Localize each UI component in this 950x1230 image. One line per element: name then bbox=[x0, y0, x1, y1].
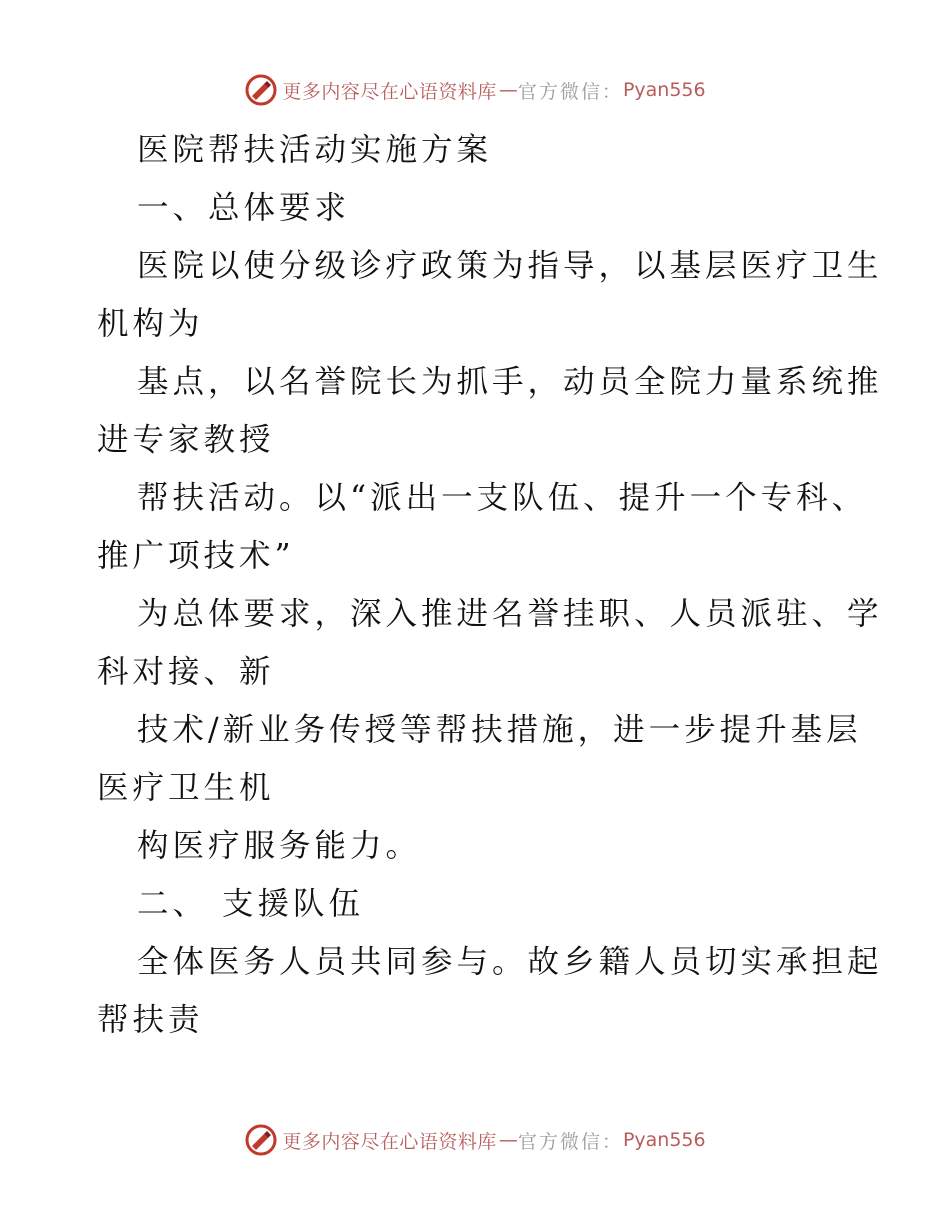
watermark-account: Pyan556 bbox=[622, 1129, 706, 1151]
document-line: 构医疗服务能力。 bbox=[137, 828, 422, 864]
document-line: 一、总体要求 bbox=[137, 190, 351, 226]
document-line: 二、 支援队伍 bbox=[137, 886, 365, 922]
document-line: 推广项技术” bbox=[97, 538, 295, 574]
document-line: 医院帮扶活动实施方案 bbox=[137, 132, 493, 168]
watermark-official-label: 官方微信： bbox=[517, 1130, 623, 1153]
document-line: 基点，以名誉院长为抓手，动员全院力量系统推 bbox=[137, 364, 883, 400]
document-line: 全体医务人员共同参与。故乡籍人员切实承担起 bbox=[137, 944, 883, 980]
document-line: 医疗卫生机 bbox=[97, 770, 275, 806]
document-line: 帮扶活动。以“派出一支队伍、提升一个专科、 bbox=[137, 480, 868, 516]
circle-pen-logo-icon bbox=[244, 1123, 278, 1157]
watermark-official-label: 官方微信： bbox=[517, 80, 623, 103]
document-line: 机构为 bbox=[97, 306, 204, 342]
watermark-dash: — bbox=[498, 79, 516, 101]
document-line: 为总体要求，深入推进名誉挂职、人员派驻、学 bbox=[137, 596, 883, 632]
watermark-main-text: 更多内容尽在心语资料库 bbox=[282, 1130, 497, 1153]
document-body bbox=[97, 121, 883, 1049]
footer-watermark bbox=[0, 1120, 950, 1160]
header-watermark bbox=[0, 70, 950, 110]
document-line: 帮扶责 bbox=[97, 1002, 204, 1038]
document-line: 医院以使分级诊疗政策为指导，以基层医疗卫生 bbox=[137, 248, 883, 284]
watermark-dash: — bbox=[498, 1129, 516, 1151]
watermark-main-text: 更多内容尽在心语资料库 bbox=[282, 80, 497, 103]
watermark-account: Pyan556 bbox=[622, 79, 706, 101]
document-line: 进专家教授 bbox=[97, 422, 275, 458]
circle-pen-logo-icon bbox=[244, 73, 278, 107]
document-line: 科对接、新 bbox=[97, 654, 275, 690]
document-line: 技术/新业务传授等帮扶措施，进一步提升基层 bbox=[137, 712, 862, 748]
